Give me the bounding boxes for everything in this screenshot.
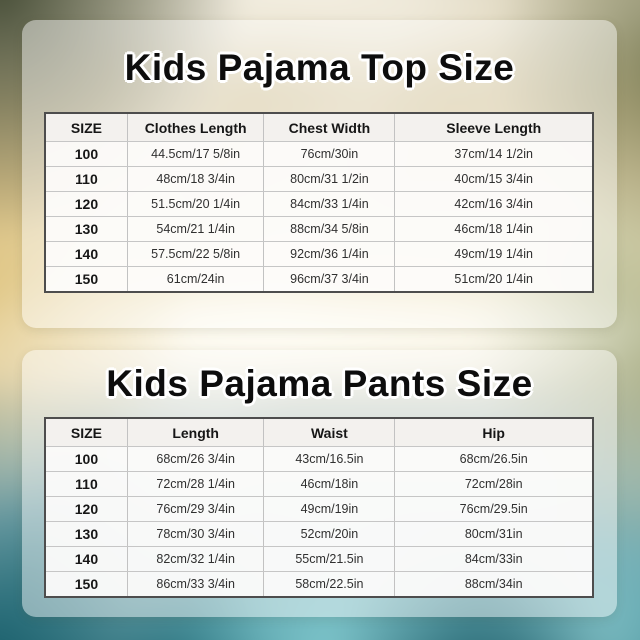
value-cell: 80cm/31in	[464, 527, 523, 541]
header-cell: Clothes Length	[128, 114, 265, 141]
value-cell: 55cm/21.5in	[264, 547, 395, 571]
size-cell: 150	[46, 267, 128, 291]
value-cell: 68cm/26 3/4in	[128, 447, 265, 471]
top-size-card	[22, 20, 617, 328]
table-row	[46, 472, 592, 497]
top-size-title: Kids Pajama Top Size	[124, 47, 515, 88]
size-cell: 100	[46, 142, 128, 166]
table-header-row	[46, 114, 592, 142]
table-row	[46, 497, 592, 522]
value-cell: 80cm/31 1/2in	[264, 167, 395, 191]
value-cell: 61cm/24in	[128, 267, 265, 291]
value-cell: 72cm/28 1/4in	[128, 472, 265, 496]
table-row	[46, 447, 592, 472]
value-cell: 92cm/36 1/4in	[264, 242, 395, 266]
value-cell: 78cm/30 3/4in	[128, 522, 265, 546]
table-row	[46, 242, 592, 267]
value-cell: 57.5cm/22 5/8in	[128, 242, 265, 266]
table-row	[46, 142, 592, 167]
value-cell: 44.5cm/17 5/8in	[128, 142, 265, 166]
table-row	[46, 192, 592, 217]
header-cell: Length	[128, 419, 265, 446]
table-row	[46, 217, 592, 242]
value-cell: 96cm/37 3/4in	[264, 267, 395, 291]
size-cell: 120	[46, 192, 128, 216]
value-cell: 88cm/34in	[464, 577, 523, 591]
value-cell: 54cm/21 1/4in	[128, 217, 265, 241]
value-cell: 86cm/33 3/4in	[128, 572, 265, 596]
value-cell: 88cm/34 5/8in	[264, 217, 395, 241]
value-cell: 49cm/19in	[264, 497, 395, 521]
size-cell: 130	[46, 522, 128, 546]
value-cell: 51cm/20 1/4in	[454, 272, 533, 286]
size-cell: 140	[46, 242, 128, 266]
value-cell: 48cm/18 3/4in	[128, 167, 265, 191]
header-cell: Waist	[264, 419, 395, 446]
value-cell: 52cm/20in	[264, 522, 395, 546]
pants-size-card	[22, 350, 617, 617]
table-row	[46, 267, 592, 291]
table-row	[46, 167, 592, 192]
value-cell: 72cm/28in	[464, 477, 523, 491]
size-cell: 110	[46, 167, 128, 191]
size-cell: 120	[46, 497, 128, 521]
top-size-table	[44, 112, 594, 293]
value-cell: 82cm/32 1/4in	[128, 547, 265, 571]
pants-size-table	[44, 417, 594, 598]
table-header-row	[46, 419, 592, 447]
value-cell: 58cm/22.5in	[264, 572, 395, 596]
value-cell: 43cm/16.5in	[264, 447, 395, 471]
value-cell: 42cm/16 3/4in	[454, 197, 533, 211]
value-cell: 84cm/33 1/4in	[264, 192, 395, 216]
size-cell: 140	[46, 547, 128, 571]
value-cell: 49cm/19 1/4in	[454, 247, 533, 261]
size-cell: 130	[46, 217, 128, 241]
header-cell: Chest Width	[264, 114, 395, 141]
header-cell: SIZE	[46, 114, 128, 141]
value-cell: 76cm/29.5in	[459, 502, 528, 516]
table-row	[46, 522, 592, 547]
header-cell: Sleeve Length	[446, 119, 542, 136]
size-cell: 110	[46, 472, 128, 496]
value-cell: 76cm/30in	[264, 142, 395, 166]
value-cell: 51.5cm/20 1/4in	[128, 192, 265, 216]
value-cell: 46cm/18in	[264, 472, 395, 496]
pants-size-title: Kids Pajama Pants Size	[106, 363, 533, 404]
table-row	[46, 547, 592, 572]
size-cell: 100	[46, 447, 128, 471]
size-cell: 150	[46, 572, 128, 596]
header-cell: Hip	[482, 424, 505, 441]
table-row	[46, 572, 592, 596]
value-cell: 46cm/18 1/4in	[454, 222, 533, 236]
value-cell: 84cm/33in	[464, 552, 523, 566]
value-cell: 40cm/15 3/4in	[454, 172, 533, 186]
header-cell: SIZE	[46, 419, 128, 446]
value-cell: 76cm/29 3/4in	[128, 497, 265, 521]
value-cell: 37cm/14 1/2in	[454, 147, 533, 161]
value-cell: 68cm/26.5in	[459, 452, 528, 466]
